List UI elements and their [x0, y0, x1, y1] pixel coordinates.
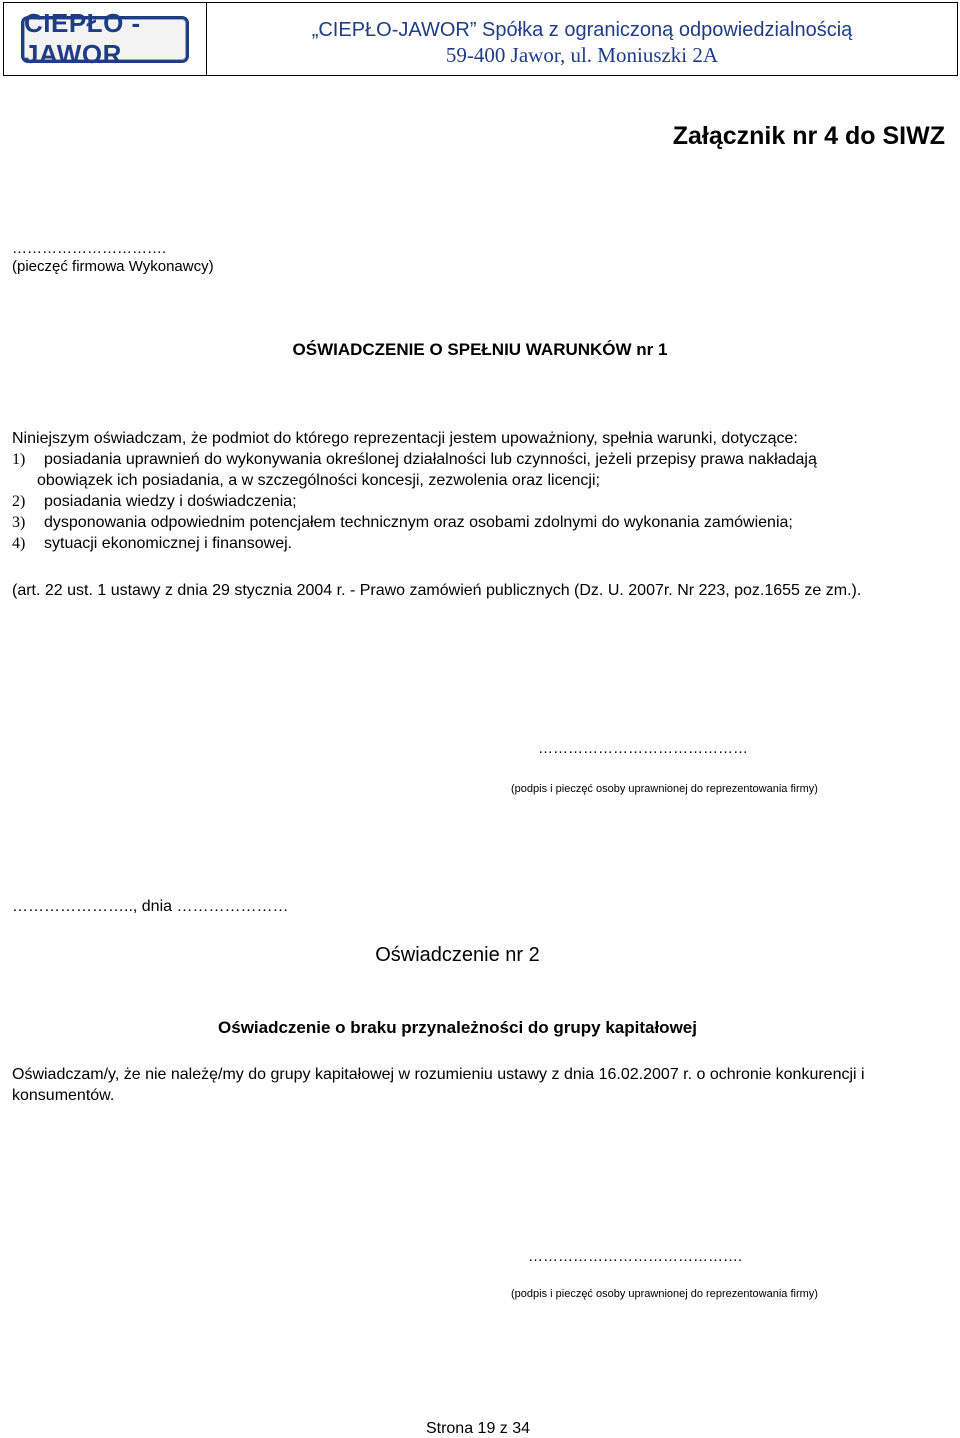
list-item: 1) posiadania uprawnień do wykonywania określonej działalności lub czynności, jeżeli przepisy prawa nakładają [12, 451, 817, 468]
page-header [3, 2, 958, 76]
logo-cell [4, 3, 207, 75]
statement2-title: Oświadczenie o braku przynależności do grupy kapitałowej [218, 1018, 697, 1037]
list-item-continuation: obowiązek ich posiadania, a w szczególności koncesji, zezwolenia oraz licencji; [37, 472, 600, 489]
company-address: 59-400 Jawor, ul. Moniuszki 2A [445, 43, 719, 67]
signature2-dots: ……………………………………. [528, 1248, 743, 1265]
signature1-label: (podpis i pieczęć osoby uprawnionej do reprezentowania firmy) [511, 783, 818, 795]
statement1-title: OŚWIADCZENIE O SPEŁNIU WARUNKÓW nr 1 [292, 340, 668, 359]
company-logo [21, 8, 189, 69]
logo-text: CIEPŁO - JAWOR [24, 8, 141, 69]
legal-reference: (art. 22 ust. 1 ustawy z dnia 29 stycznia 2004 r. - Prawo zamówień publicznych (Dz. U. 2007r. Nr 223, poz.1655 ze zm.). [12, 582, 862, 599]
list-item: 4) sytuacji ekonomicznej i finansowej. [12, 535, 293, 552]
annex-title: Załącznik nr 4 do SIWZ [672, 122, 945, 150]
company-name: „CIEPŁO-JAWOR” Spółka z ograniczoną odpowiedzialnością [311, 19, 853, 41]
stamp-label: (pieczęć firmowa Wykonawcy) [12, 258, 214, 275]
signature2-label: (podpis i pieczęć osoby uprawnionej do reprezentowania firmy) [511, 1288, 818, 1300]
list-item: 2) posiadania wiedzy i doświadczenia; [12, 493, 297, 510]
statement2-number: Oświadczenie nr 2 [375, 944, 540, 966]
place-date: ………………….., dnia ………………… [12, 898, 289, 915]
statement1-intro: Niniejszym oświadczam, że podmiot do którego reprezentacji jestem upoważniony, spełnia warunki, dotyczące: [12, 430, 798, 447]
statement2-text: Oświadczam/y, że nie należę/my do grupy kapitałowej w rozumieniu ustawy z dnia 16.02.2007 r. o ochronie konkurencji i konsumentów. [12, 1066, 865, 1104]
page-number: Strona 19 z 34 [425, 1420, 531, 1437]
signature1-dots: …………………………………… [538, 740, 748, 757]
company-info [207, 3, 957, 75]
list-item: 3) dysponowania odpowiednim potencjałem technicznym oraz osobami zdolnymi do wykonania zamówienia; [12, 514, 793, 531]
conditions-list [12, 449, 947, 554]
stamp-dots: …………………………. [12, 240, 167, 257]
